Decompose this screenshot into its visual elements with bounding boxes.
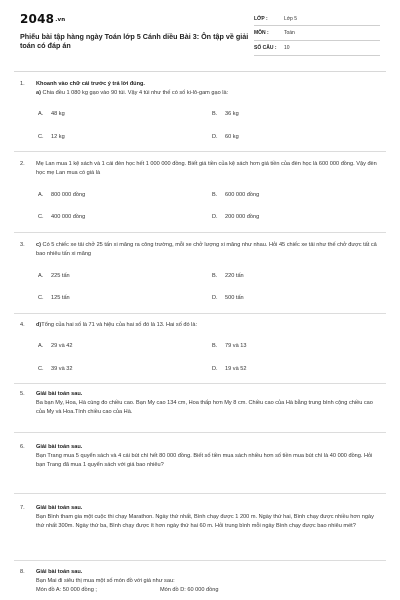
meta-key: SỐ CÂU : (254, 45, 277, 51)
question-text: Bạn Trang mua 5 quyển sách và 4 cái bút chì hết 80 000 đồng. Biết số tiền mua sách nhiều hơn số tiền mua bút chì là 40 000 đồng. Hỏi bạn Trang đã mua 1 quyển sách với giá bao nhiêu? (36, 453, 373, 468)
question-divider (14, 383, 386, 384)
option-letter: C. (38, 214, 44, 220)
question-number: 1. (20, 81, 25, 87)
option-text: 225 tấn (51, 273, 70, 279)
list-item: Món đồ D: 60 000 đồng (160, 587, 219, 593)
option-b[interactable] (212, 343, 246, 349)
option-b[interactable] (212, 273, 244, 279)
site-logo[interactable] (20, 12, 65, 26)
question-7 (20, 504, 382, 531)
question-label: a) (36, 90, 41, 96)
question-2 (20, 160, 382, 178)
option-text: 500 tấn (225, 295, 244, 301)
meta-value: 10 (284, 45, 290, 51)
question-divider (14, 313, 386, 314)
option-a[interactable] (38, 343, 72, 349)
question-number: 4. (20, 322, 25, 328)
option-b[interactable] (212, 192, 259, 198)
question-text-content: Chia đều 1 080 kg gạo vào 90 túi. Vậy 4 túi như thế có số ki-lô-gam gạo là: (40, 90, 229, 96)
option-letter: D. (212, 214, 218, 220)
question-text (36, 321, 382, 330)
question-label: d) (36, 322, 42, 328)
question-1 (20, 80, 382, 98)
question-text (36, 89, 382, 98)
option-letter: B. (212, 111, 218, 117)
option-letter: B. (212, 343, 218, 349)
question-8 (20, 568, 382, 595)
question-divider (14, 232, 386, 233)
question-divider (14, 560, 386, 561)
header-divider (14, 71, 386, 72)
list-item: Món đồ A: 50 000 đồng ; (36, 587, 97, 593)
question-divider (14, 432, 386, 433)
item-list (36, 586, 382, 595)
question-number: 3. (20, 242, 25, 248)
option-text: 19 và 52 (225, 366, 247, 372)
meta-row-count (254, 41, 380, 56)
meta-value: Toán (284, 30, 295, 36)
option-a[interactable] (38, 192, 85, 198)
question-number: 6. (20, 444, 25, 450)
meta-table (254, 12, 380, 56)
option-c[interactable] (38, 295, 70, 301)
option-c[interactable] (38, 366, 72, 372)
meta-row-class (254, 12, 380, 26)
question-divider (14, 151, 386, 152)
option-letter: B. (212, 192, 218, 198)
option-d[interactable] (212, 366, 246, 372)
meta-row-subject (254, 26, 380, 41)
option-text: 200 000 đồng (225, 214, 260, 220)
option-letter: D. (212, 295, 218, 301)
option-letter: C. (38, 134, 44, 140)
option-text: 400 000 đồng (51, 214, 86, 220)
option-letter: D. (212, 134, 218, 140)
question-6 (20, 443, 382, 470)
option-text: 60 kg (225, 134, 239, 140)
option-d[interactable] (212, 214, 259, 220)
question-heading: Giải bài toán sau. (36, 505, 83, 511)
meta-key: MÔN : (254, 30, 269, 36)
option-text: 125 tấn (51, 295, 70, 301)
option-c[interactable] (38, 214, 85, 220)
question-text-content: Tổng của hai số là 71 và hiệu của hai số đó là 13. Hai số đó là: (41, 322, 198, 328)
option-c[interactable] (38, 134, 65, 140)
meta-key: LỚP : (254, 15, 268, 22)
option-text: 36 kg (225, 111, 239, 117)
option-letter: A. (38, 273, 44, 279)
option-letter: A. (38, 192, 44, 198)
question-heading: Giải bài toán sau. (36, 444, 83, 450)
question-5 (20, 390, 382, 417)
question-number: 5. (20, 391, 25, 397)
question-heading: Khoanh vào chữ cái trước ý trả lời đúng. (36, 81, 145, 87)
question-text: Mẹ Lan mua 1 kệ sách và 1 cái đèn học hết 1 000 000 đồng. Biết giá tiền của kệ sách hơn giá tiền của đèn học là 600 000 đồng. Vậy đèn học mẹ Lan mua có giá là (36, 161, 377, 176)
option-text: 800 000 đồng (51, 192, 86, 198)
question-text: Bạn Mai đi siêu thị mua một số món đồ với giá như sau: (36, 578, 175, 584)
question-text-content: Có 5 chiếc xe tải chở 25 tấn xi măng ra công trường, mỗi xe chở lượng xi măng như nhau. Hỏi 45 chiếc xe tải như thế chở được tất cả bao nhiêu tấn xi măng (36, 242, 377, 257)
option-d[interactable] (212, 295, 244, 301)
question-4 (20, 321, 382, 330)
option-text: 600 000 đồng (225, 192, 260, 198)
question-heading: Giải bài toán sau. (36, 391, 83, 397)
option-text: 12 kg (51, 134, 65, 140)
question-number: 8. (20, 569, 25, 575)
option-a[interactable] (38, 273, 70, 279)
option-letter: A. (38, 111, 44, 117)
option-text: 39 và 32 (51, 366, 73, 372)
question-text: Bạn Bình tham gia một cuộc thi chạy Marathon. Ngày thứ nhất, Bình chạy được 1 200 m. Ngày thứ hai, Bình chạy được nhiều hơn ngày thứ nhất 300m. Ngày thứ ba, Bình chạy được ít hơn ngày thứ hai 60 m. Hỏi trung bình mỗi ngày Bình chạy được bao nhiêu mét? (36, 514, 374, 529)
option-a[interactable] (38, 111, 65, 117)
question-3 (20, 241, 382, 259)
question-text (36, 241, 382, 259)
option-letter: B. (212, 273, 218, 279)
question-heading: Giải bài toán sau. (36, 569, 83, 575)
option-text: 220 tấn (225, 273, 244, 279)
option-letter: C. (38, 295, 44, 301)
page-title: Phiếu bài tập hàng ngày Toán lớp 5 Cánh diều Bài 3: Ôn tập về giải toán có đáp án (20, 32, 249, 51)
option-text: 29 và 42 (51, 343, 73, 349)
question-number: 2. (20, 161, 25, 167)
option-b[interactable] (212, 111, 239, 117)
question-text: Ba bạn My, Hoa, Hà cùng đo chiều cao. Bạn My cao 134 cm, Hoa thấp hơn My 8 cm. Chiều cao của Hà bằng trung bình cộng chiều cao của My và Hoa.Tính chiều cao của Hà. (36, 400, 373, 415)
option-d[interactable] (212, 134, 239, 140)
option-text: 48 kg (51, 111, 65, 117)
logo-suffix: .vn (55, 16, 66, 23)
question-number: 7. (20, 505, 25, 511)
meta-value: Lớp 5 (284, 15, 298, 22)
option-letter: D. (212, 366, 218, 372)
option-letter: C. (38, 366, 44, 372)
logo-text: 2048 (20, 12, 55, 26)
option-letter: A. (38, 343, 44, 349)
question-divider (14, 493, 386, 494)
question-label: c) (36, 242, 41, 248)
option-text: 79 và 13 (225, 343, 247, 349)
